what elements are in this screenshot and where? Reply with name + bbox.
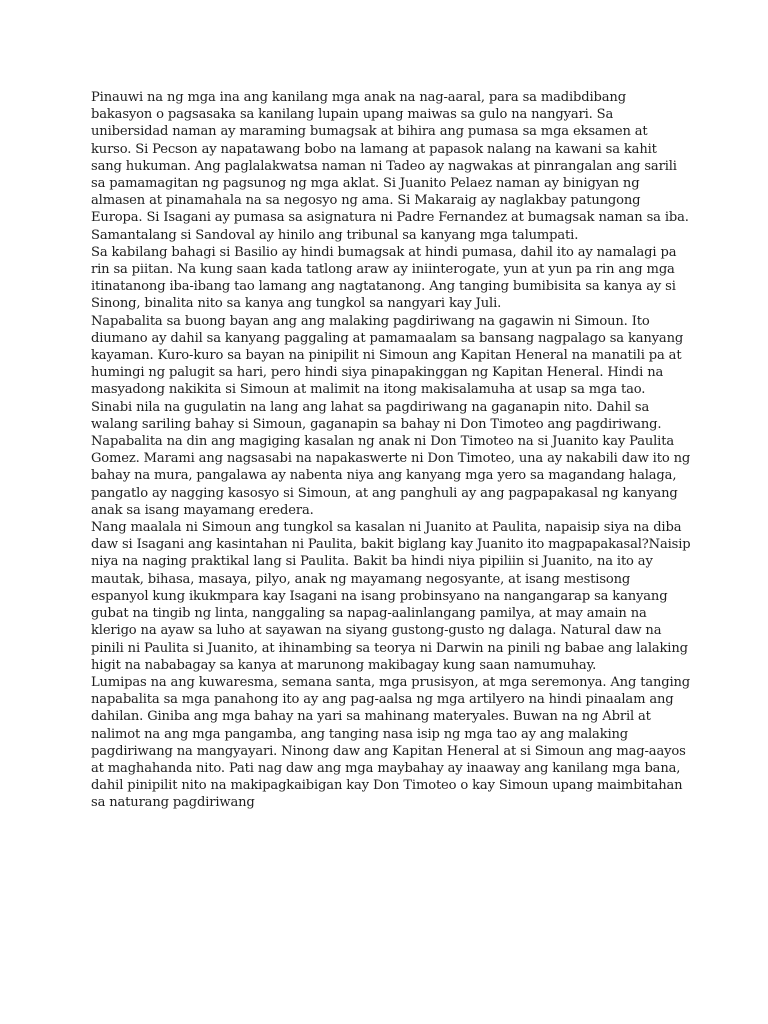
- paragraph-4: Sinabi nila na gugulatin na lang ang lahat sa pagdiriwang na gaganapin nito. Dahil sa walang sariling bahay si Simoun, gaganapin sa bahay ni Don Timoteo ang pagdiriwang. Napabalita na din ang magiging kasalan ng anak ni Don Timoteo na si Juanito kay Paulita Gomez. Marami ang nagsasabi na napakaswerte ni Don Timoteo, una ay nakabili daw ito ng bahay na mura, pangalawa ay nabenta niya ang kanyang mga yero sa magandang halaga, pangatlo ay nagging kasosyo si Simoun, at ang panghuli ay ang pagpapakasal ng kanyang anak sa isang mayamang eredera.: [91, 399, 691, 518]
- paragraph-6: Lumipas na ang kuwaresma, semana santa, mga prusisyon, at mga seremonya. Ang tanging napabalita sa mga panahong ito ay ang pag-aalsa ng mga artilyero na hindi pinaalam ang dahilan. Giniba ang mga bahay na yari sa mahinang materyales. Buwan na ng Abril at nalimot na ang mga pangamba, ang tanging nasa isip ng mga tao ay ang malaking pagdiriwang na mangyayari. Ninong daw ang Kapitan Heneral at si Simoun ang mag-aayos at maghahanda nito. Pati nag daw ang mga maybahay ay inaaway ang kanilang mga bana, dahil pinipilit nito na makipagkaibigan kay Don Timoteo o kay Simoun upang maimbitahan sa naturang pagdiriwang: [91, 674, 691, 811]
- paragraph-1: Pinauwi na ng mga ina ang kanilang mga anak na nag-aaral, para sa madibdibang bakasyon o pagsasaka sa kanilang lupain upang maiwas sa gulo na nangyari. Sa unibersidad naman ay maraming bumagsak at bihira ang pumasa sa mga eksamen at kurso. Si Pecson ay napatawang bobo na lamang at papasok nalang na kawani sa kahit sang hukuman. Ang paglalakwatsa naman ni Tadeo ay nagwakas at pinrangalan ang sarili sa pamamagitan ng pagsunog ng mga aklat. Si Juanito Pelaez naman ay binigyan ng almasen at pinamahala na sa negosyo ng ama. Si Makaraig ay naglakbay patungong Europa. Si Isagani ay pumasa sa asignatura ni Padre Fernandez at bumagsak naman sa iba. Samantalang si Sandoval ay hinilo ang tribunal sa kanyang mga talumpati.: [91, 90, 689, 243]
- paragraph-3: Napabalita sa buong bayan ang ang malaking pagdiriwang na gagawin ni Simoun. Ito diumano ay dahil sa kanyang paggaling at pamamaalam sa bansang nagpalago sa kanyang kayaman. Kuro-kuro sa bayan na pinipilit ni Simoun ang Kapitan Heneral na manatili pa at humingi ng palugit sa hari, pero hindi siya pinapakinggan ng Kapitan Heneral. Hindi na masyadong nakikita si Simoun at malimit na itong makisalamuha at usap sa mga tao.: [91, 313, 684, 398]
- paragraph-2: Sa kabilang bahagi si Basilio ay hindi bumagsak at hindi pumasa, dahil ito ay namalagi pa rin sa piitan. Na kung saan kada tatlong araw ay iniinterogate, yun at yun pa rin ang mga itinatanong iba-ibang tao lamang ang nagtatanong. Ang tanging bumibisita sa kanya ay si Sinong, binalita nito sa kanya ang tungkol sa nangyari kay Juli.: [91, 244, 677, 312]
- document-body: [91, 89, 691, 812]
- paragraph-5: Nang maalala ni Simoun ang tungkol sa kasalan ni Juanito at Paulita, napaisip siya na diba daw si Isagani ang kasintahan ni Paulita, bakit biglang kay Juanito ito magpapakasal?Naisip niya na naging praktikal lang si Paulita. Bakit ba hindi niya pipiliin si Juanito, na ito ay mautak, bihasa, masaya, pilyo, anak ng mayamang negosyante, at isang mestisong espanyol kung ikukmpara kay Isagani na isang probinsyano na nangangarap sa kanyang gubat na tingib ng linta, nanggaling sa napag-aalinlangang pamilya, at may amain na klerigo na ayaw sa luho at sayawan na siyang gustong-gusto ng dalaga. Natural daw na pinili ni Paulita si Juanito, at ihinambing sa teorya ni Darwin na pinili ng babae ang lalaking higit na nababagay sa kanya at marunong makibagay kung saan namumuhay.: [91, 520, 691, 673]
